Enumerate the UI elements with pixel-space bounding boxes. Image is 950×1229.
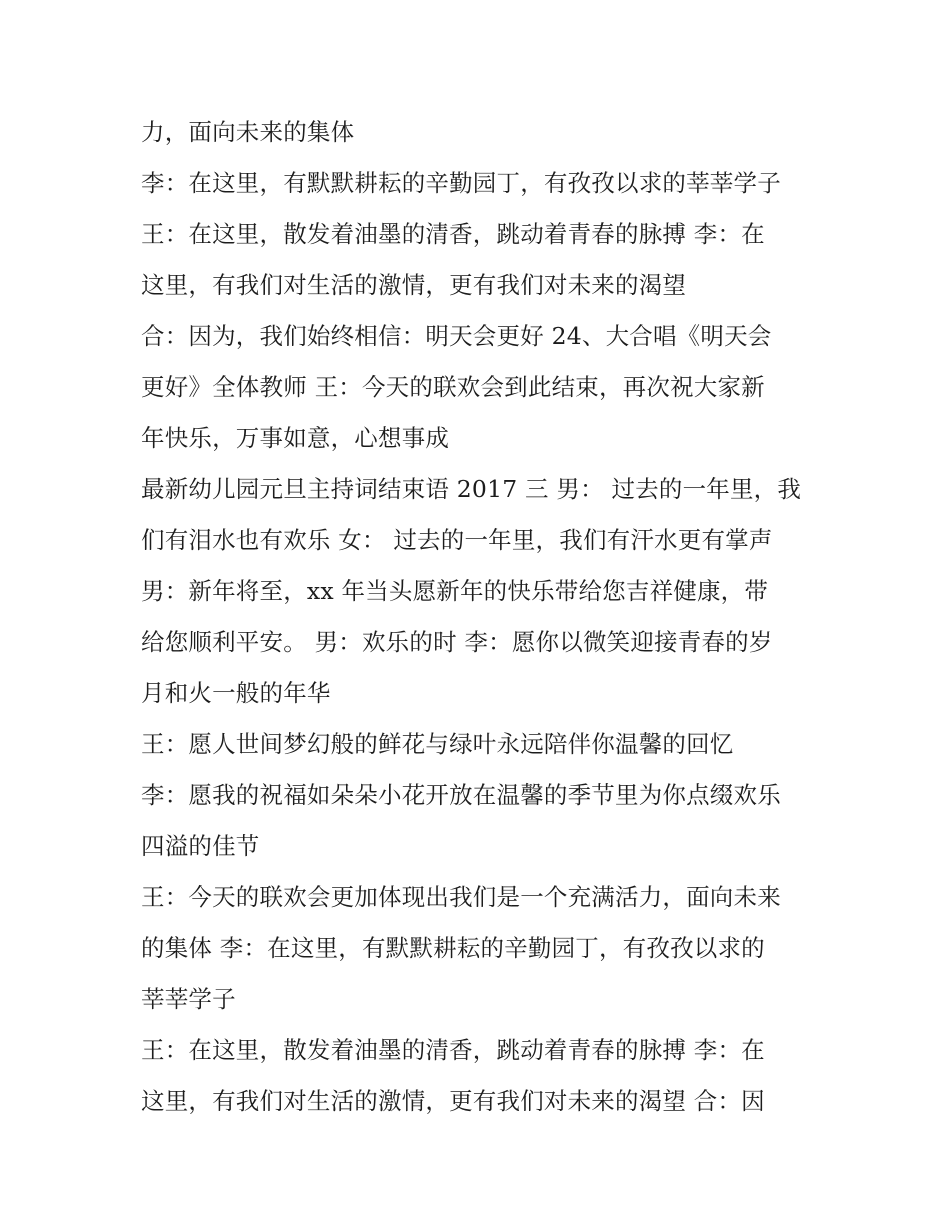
text-line-17: 的集体 李：在这里，有默默耕耘的辛勤园丁，有孜孜以求的 — [141, 934, 765, 962]
text-line-4: 这里，有我们对生活的激情，更有我们对未来的渴望 — [141, 271, 687, 299]
text-line-3: 王：在这里，散发着油墨的清香，跳动着青春的脉搏 李：在 — [141, 220, 765, 248]
document-body — [141, 107, 821, 1127]
text-line-1: 力，面向未来的集体 — [141, 118, 355, 146]
text-line-10: 男：新年将至，xx 年当头愿新年的快乐带给您吉祥健康，带 — [141, 577, 769, 605]
text-line-8: 最新幼儿园元旦主持词结束语 2017 三 男： 过去的一年里，我 — [141, 475, 802, 503]
text-line-19: 王：在这里，散发着油墨的清香，跳动着青春的脉搏 李：在 — [141, 1036, 765, 1064]
text-line-14: 李：愿我的祝福如朵朵小花开放在温馨的季节里为你点缀欢乐 — [141, 781, 781, 809]
text-line-12: 月和火一般的年华 — [141, 679, 331, 707]
text-line-20: 这里，有我们对生活的激情，更有我们对未来的渴望 合：因 — [141, 1087, 765, 1115]
text-line-2: 李：在这里，有默默耕耘的辛勤园丁，有孜孜以求的莘莘学子 — [141, 169, 781, 197]
text-line-15: 四溢的佳节 — [141, 832, 260, 860]
text-line-18: 莘莘学子 — [141, 985, 236, 1013]
text-line-9: 们有泪水也有欢乐 女： 过去的一年里，我们有汗水更有掌声 — [141, 526, 773, 554]
text-line-13: 王：愿人世间梦幻般的鲜花与绿叶永远陪伴你温馨的回忆 — [141, 730, 734, 758]
text-line-16: 王：今天的联欢会更加体现出我们是一个充满活力，面向未来 — [141, 883, 781, 911]
text-line-5: 合：因为，我们始终相信：明天会更好 24、大合唱《明天会 — [141, 322, 772, 350]
text-line-11: 给您顺利平安。 男：欢乐的时 李：愿你以微笑迎接青春的岁 — [141, 628, 773, 656]
text-line-6: 更好》全体教师 王：今天的联欢会到此结束，再次祝大家新 — [141, 373, 765, 401]
text-line-7: 年快乐，万事如意，心想事成 — [141, 424, 450, 452]
